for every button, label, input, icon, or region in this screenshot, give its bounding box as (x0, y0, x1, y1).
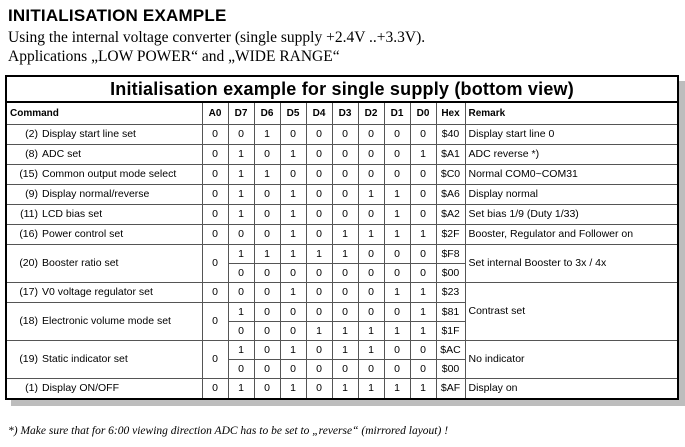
hex-cell: $00 (436, 360, 465, 379)
bit-cell: 0 (306, 145, 332, 165)
table-title: Initialisation example for single supply (bottom view) (6, 76, 678, 102)
command-cell (6, 341, 202, 379)
command-cell (6, 283, 202, 303)
bit-cell: 0 (410, 125, 436, 145)
bit-cell: 0 (228, 360, 254, 379)
header-d5: D5 (280, 102, 306, 125)
command-cell (6, 165, 202, 185)
hex-cell: $A2 (436, 205, 465, 225)
bit-cell: 1 (254, 245, 280, 264)
bit-cell: 1 (410, 303, 436, 322)
bit-cell: 0 (410, 165, 436, 185)
remark-cell: Booster, Regulator and Follower on (465, 225, 678, 245)
bit-cell: 0 (306, 185, 332, 205)
bit-cell: 1 (280, 225, 306, 245)
header-hex: Hex (436, 102, 465, 125)
command-number: (19) (19, 353, 38, 365)
bit-cell: 0 (254, 379, 280, 400)
intro-line-1: Using the internal voltage converter (single supply +2.4V ..+3.3V). (8, 29, 426, 46)
a0-cell: 0 (202, 303, 228, 341)
bit-cell: 0 (358, 165, 384, 185)
bit-cell: 1 (306, 322, 332, 341)
bit-cell: 1 (410, 322, 436, 341)
hex-cell: $AF (436, 379, 465, 400)
table-row (6, 125, 678, 145)
bit-cell: 1 (280, 341, 306, 360)
command-number: (15) (19, 168, 38, 180)
bit-cell: 0 (306, 264, 332, 283)
hex-cell: $A1 (436, 145, 465, 165)
command-cell (6, 379, 202, 400)
bit-cell: 1 (228, 341, 254, 360)
bit-cell: 0 (384, 264, 410, 283)
bit-cell: 0 (332, 185, 358, 205)
bit-cell: 0 (254, 185, 280, 205)
bit-cell: 1 (332, 245, 358, 264)
bit-cell: 1 (384, 379, 410, 400)
bit-cell: 0 (254, 322, 280, 341)
bit-cell: 0 (384, 341, 410, 360)
hex-cell: $81 (436, 303, 465, 322)
bit-cell: 0 (254, 205, 280, 225)
bit-cell: 0 (228, 264, 254, 283)
header-d4: D4 (306, 102, 332, 125)
bit-cell: 0 (332, 125, 358, 145)
bit-cell: 0 (254, 264, 280, 283)
bit-cell: 0 (306, 379, 332, 400)
a0-cell: 0 (202, 165, 228, 185)
command-number: (18) (19, 315, 38, 327)
hex-cell: $F8 (436, 245, 465, 264)
bit-cell: 0 (280, 360, 306, 379)
footnote: *) Make sure that for 6:00 viewing direction ADC has to be set to „reverse“ (mirrored layout) ! (8, 425, 449, 437)
hex-cell: $2F (436, 225, 465, 245)
bit-cell: 0 (358, 283, 384, 303)
table-body (6, 125, 678, 400)
command-number: (9) (25, 188, 38, 200)
hex-cell: $C0 (436, 165, 465, 185)
bit-cell: 1 (280, 185, 306, 205)
command-name: Display start line set (42, 128, 136, 140)
bit-cell: 1 (384, 185, 410, 205)
bit-cell: 0 (306, 341, 332, 360)
bit-cell: 1 (384, 205, 410, 225)
command-number: (8) (25, 148, 38, 160)
bit-cell: 1 (358, 322, 384, 341)
bit-cell: 0 (358, 145, 384, 165)
bit-cell: 1 (410, 225, 436, 245)
a0-cell: 0 (202, 379, 228, 400)
bit-cell: 1 (280, 283, 306, 303)
command-cell (6, 145, 202, 165)
bit-cell: 0 (306, 360, 332, 379)
remark-cell: Display normal (465, 185, 678, 205)
bit-cell: 1 (358, 341, 384, 360)
bit-cell: 0 (306, 303, 332, 322)
remark-cell: Display on (465, 379, 678, 400)
table-row (6, 185, 678, 205)
bit-cell: 1 (228, 303, 254, 322)
bit-cell: 0 (306, 225, 332, 245)
bit-cell: 1 (228, 205, 254, 225)
hex-cell: $00 (436, 264, 465, 283)
bit-cell: 1 (228, 185, 254, 205)
table-row (6, 379, 678, 400)
bit-cell: 0 (358, 360, 384, 379)
bit-cell: 1 (228, 245, 254, 264)
bit-cell: 0 (280, 264, 306, 283)
bit-cell: 1 (280, 245, 306, 264)
a0-cell: 0 (202, 341, 228, 379)
bit-cell: 1 (410, 379, 436, 400)
remark-cell: Set internal Booster to 3x / 4x (465, 245, 678, 283)
table-row (6, 341, 678, 360)
bit-cell: 0 (384, 245, 410, 264)
bit-cell: 1 (280, 145, 306, 165)
table-row (6, 283, 678, 303)
bit-cell: 0 (306, 125, 332, 145)
bit-cell: 0 (410, 245, 436, 264)
remark-cell: ADC reverse *) (465, 145, 678, 165)
bit-cell: 0 (332, 205, 358, 225)
bit-cell: 1 (306, 245, 332, 264)
bit-cell: 1 (384, 322, 410, 341)
bit-cell: 0 (228, 125, 254, 145)
bit-cell: 0 (332, 360, 358, 379)
bit-cell: 1 (410, 145, 436, 165)
table-container (5, 75, 679, 408)
a0-cell: 0 (202, 125, 228, 145)
hex-cell: $40 (436, 125, 465, 145)
bit-cell: 0 (358, 125, 384, 145)
command-name: V0 voltage regulator set (42, 286, 153, 298)
command-name: Static indicator set (42, 353, 128, 365)
command-name: ADC set (42, 148, 82, 160)
table-row (6, 225, 678, 245)
hex-cell: $1F (436, 322, 465, 341)
bit-cell: 0 (254, 360, 280, 379)
bit-cell: 0 (332, 165, 358, 185)
bit-cell: 0 (332, 283, 358, 303)
bit-cell: 0 (384, 303, 410, 322)
bit-cell: 0 (306, 283, 332, 303)
hex-cell: $A6 (436, 185, 465, 205)
bit-cell: 0 (332, 264, 358, 283)
bit-cell: 1 (358, 225, 384, 245)
header-remark: Remark (465, 102, 678, 125)
bit-cell: 1 (384, 225, 410, 245)
command-cell (6, 125, 202, 145)
bit-cell: 0 (384, 145, 410, 165)
header-command: Command (6, 102, 202, 125)
table-header-row (6, 102, 678, 125)
bit-cell: 0 (384, 125, 410, 145)
bit-cell: 0 (358, 303, 384, 322)
bit-cell: 0 (254, 225, 280, 245)
bit-cell: 0 (410, 360, 436, 379)
bit-cell: 0 (306, 165, 332, 185)
bit-cell: 0 (358, 264, 384, 283)
table-row (6, 245, 678, 264)
bit-cell: 0 (410, 185, 436, 205)
command-cell (6, 245, 202, 283)
bit-cell: 0 (332, 303, 358, 322)
bit-cell: 0 (280, 165, 306, 185)
remark-cell: Normal COM0~COM31 (465, 165, 678, 185)
command-number: (20) (19, 257, 38, 269)
bit-cell: 1 (410, 283, 436, 303)
bit-cell: 0 (254, 283, 280, 303)
bit-cell: 1 (280, 379, 306, 400)
bit-cell: 0 (228, 283, 254, 303)
bit-cell: 1 (332, 322, 358, 341)
command-name: Common output mode select (42, 168, 177, 180)
bit-cell: 1 (254, 165, 280, 185)
command-cell (6, 205, 202, 225)
bit-cell: 0 (410, 205, 436, 225)
header-d1: D1 (384, 102, 410, 125)
remark-cell: Display start line 0 (465, 125, 678, 145)
initialisation-table (5, 75, 679, 400)
command-cell (6, 185, 202, 205)
header-d0: D0 (410, 102, 436, 125)
bit-cell: 1 (254, 125, 280, 145)
command-name: Power control set (42, 228, 124, 240)
command-cell (6, 225, 202, 245)
bit-cell: 0 (358, 205, 384, 225)
bit-cell: 0 (228, 322, 254, 341)
bit-cell: 1 (332, 341, 358, 360)
bit-cell: 1 (384, 283, 410, 303)
section-heading: INITIALISATION EXAMPLE (8, 6, 227, 25)
intro-line-2: Applications „LOW POWER“ and „WIDE RANGE“ (8, 48, 340, 65)
header-a0: A0 (202, 102, 228, 125)
command-number: (2) (25, 128, 38, 140)
bit-cell: 0 (306, 205, 332, 225)
table-row (6, 165, 678, 185)
command-name: Display normal/reverse (42, 188, 150, 200)
bit-cell: 1 (228, 145, 254, 165)
bit-cell: 1 (280, 205, 306, 225)
command-name: LCD bias set (42, 208, 103, 220)
bit-cell: 0 (228, 225, 254, 245)
command-name: Display ON/OFF (42, 382, 120, 394)
a0-cell: 0 (202, 185, 228, 205)
table-row (6, 205, 678, 225)
a0-cell: 0 (202, 245, 228, 283)
remark-cell: Set bias 1/9 (Duty 1/33) (465, 205, 678, 225)
header-d3: D3 (332, 102, 358, 125)
bit-cell: 1 (358, 379, 384, 400)
command-number: (1) (25, 382, 38, 394)
bit-cell: 0 (280, 322, 306, 341)
bit-cell: 0 (280, 125, 306, 145)
table-row (6, 145, 678, 165)
a0-cell: 0 (202, 145, 228, 165)
bit-cell: 0 (254, 303, 280, 322)
a0-cell: 0 (202, 283, 228, 303)
bit-cell: 0 (254, 341, 280, 360)
bit-cell: 0 (358, 245, 384, 264)
a0-cell: 0 (202, 205, 228, 225)
bit-cell: 0 (410, 341, 436, 360)
bit-cell: 0 (280, 303, 306, 322)
bit-cell: 1 (228, 379, 254, 400)
command-number: (11) (20, 208, 38, 220)
header-d6: D6 (254, 102, 280, 125)
bit-cell: 0 (332, 145, 358, 165)
bit-cell: 1 (332, 225, 358, 245)
header-d7: D7 (228, 102, 254, 125)
bit-cell: 1 (332, 379, 358, 400)
a0-cell: 0 (202, 225, 228, 245)
command-cell (6, 303, 202, 341)
command-number: (17) (19, 286, 38, 298)
bit-cell: 0 (410, 264, 436, 283)
command-number: (16) (19, 228, 38, 240)
command-name: Booster ratio set (42, 257, 119, 269)
header-d2: D2 (358, 102, 384, 125)
remark-cell: Contrast set (465, 283, 678, 341)
bit-cell: 0 (384, 165, 410, 185)
bit-cell: 1 (228, 165, 254, 185)
hex-cell: $23 (436, 283, 465, 303)
hex-cell: $AC (436, 341, 465, 360)
bit-cell: 1 (358, 185, 384, 205)
bit-cell: 0 (384, 360, 410, 379)
bit-cell: 0 (254, 145, 280, 165)
command-name: Electronic volume mode set (42, 315, 171, 327)
remark-cell: No indicator (465, 341, 678, 379)
